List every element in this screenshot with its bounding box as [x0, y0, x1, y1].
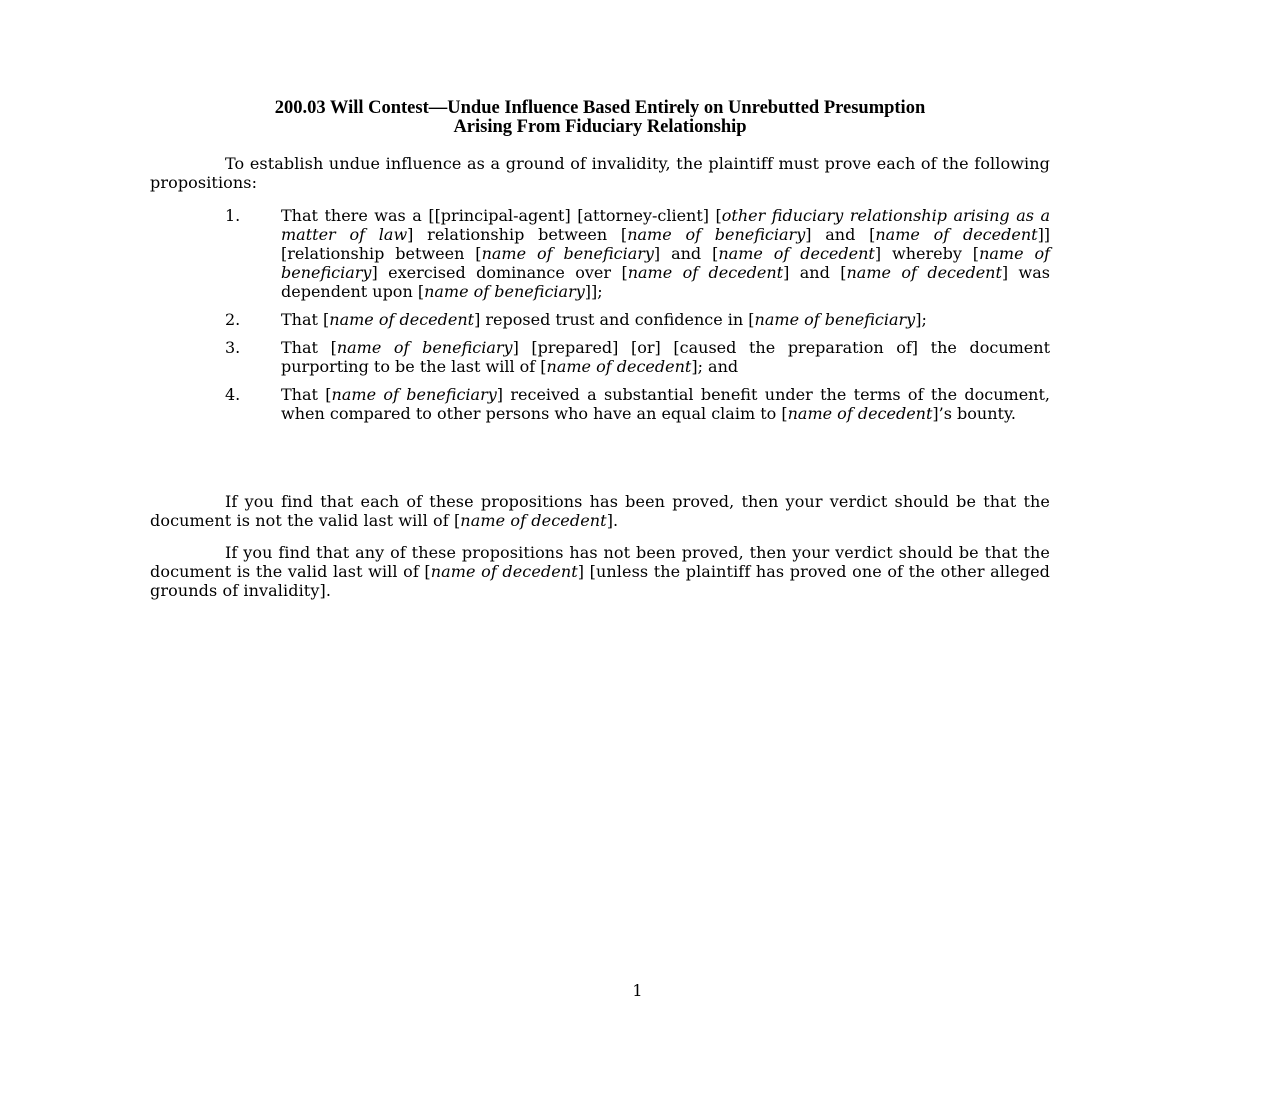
verdict-not-proved-paragraph: [150, 543, 1050, 600]
list-item-text: That [name of decedent] reposed trust and confidence in [name of beneficiary];: [281, 310, 927, 329]
list-item-text: That [name of beneficiary] received a substantial benefit under the terms of the document, when compared to other persons who have an equal claim to [name of decedent]’s bounty.: [281, 385, 1051, 423]
list-item-text: That [name of beneficiary] [prepared] [or] [caused the preparation of] the document purporting to be the last will of [name of decedent]; and: [281, 338, 1051, 376]
list-item: [225, 310, 1050, 329]
title-line-2: Arising From Fiduciary Relationship: [453, 117, 747, 137]
list-item-number: 1.: [225, 206, 241, 225]
verdict-proved-text: If you find that each of these propositions has been proved, then your verdict should be that the document is not the valid last will of [name of decedent].: [150, 492, 1050, 530]
list-item: [225, 385, 1050, 423]
list-item: [225, 338, 1050, 376]
verdict-not-proved-text: If you find that any of these propositions has not been proved, then your verdict should be that the document is the valid last will of [name of decedent] [unless the plaintiff has proved one of the other alleged grounds of invalidity].: [150, 543, 1050, 600]
propositions-list: [225, 206, 1050, 423]
page-title: [150, 99, 1050, 137]
list-item-number: 2.: [225, 310, 241, 329]
list-item-text: That there was a [[principal-agent] [attorney-client] [other fiduciary relationship arising as a matter of law] relationship between [name of beneficiary] and [name of decedent]] [relationship between [name of beneficiary] and [name of decedent] whereby [name of beneficiary] exercised dominance over [name of decedent] and [name of decedent] was dependent upon [name of beneficiary]];: [281, 206, 1051, 301]
page-number: 1: [632, 981, 643, 1000]
intro-text: To establish undue influence as a ground of invalidity, the plaintiff must prove each of the following propositions:: [150, 154, 1050, 192]
list-item-number: 4.: [225, 385, 241, 404]
verdict-proved-paragraph: [150, 492, 1050, 530]
list-item-number: 3.: [225, 338, 241, 357]
list-item: [225, 206, 1050, 301]
title-line-1: 200.03 Will Contest—Undue Influence Based Entirely on Unrebutted Presumption: [274, 98, 926, 118]
intro-paragraph: [150, 154, 1050, 192]
